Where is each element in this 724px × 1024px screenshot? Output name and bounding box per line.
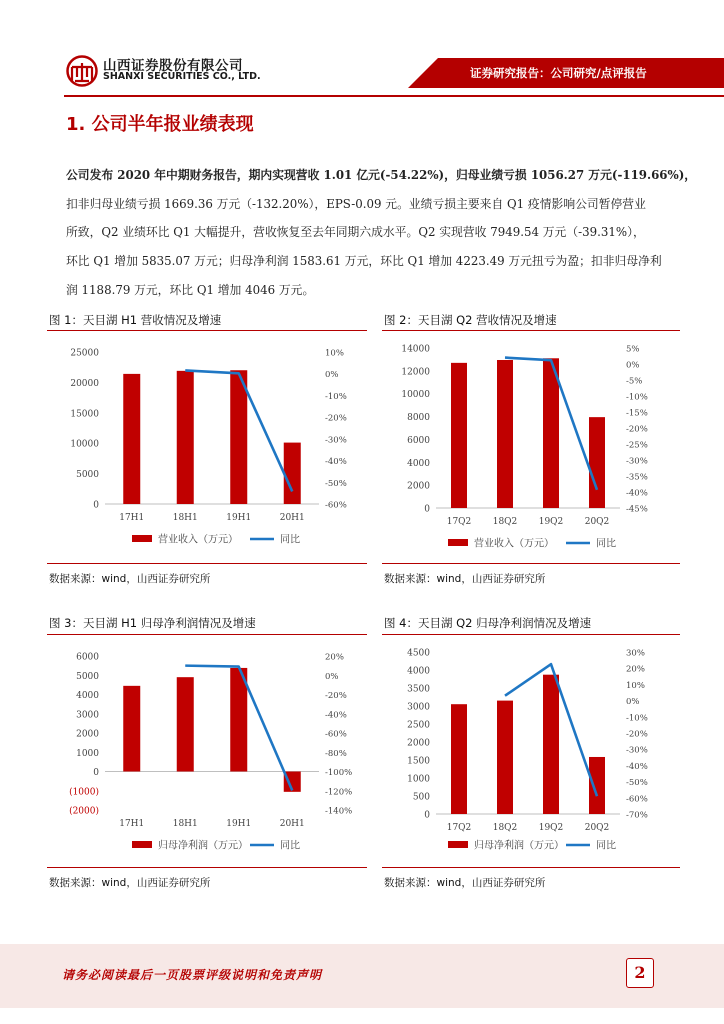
y-left-tick-label: 12000 <box>401 367 430 378</box>
y-left-tick-label: 3000 <box>76 710 99 721</box>
y-right-tick-label: 0% <box>325 671 339 682</box>
company-name-cn: 山西证券股份有限公司 <box>103 58 243 74</box>
figure-3-source: 数据来源：wind，山西证券研究所 <box>49 877 211 889</box>
figure-1-title-rule <box>47 330 367 331</box>
y-right-tick-label: -20% <box>325 413 347 424</box>
chart-h1-net-profit <box>47 640 367 862</box>
y-left-tick-label: 10000 <box>70 439 99 450</box>
y-left-tick-label: 10000 <box>401 390 430 401</box>
bar-18q2 <box>497 360 513 508</box>
x-tick-label: 20Q2 <box>584 823 610 833</box>
figure-2-source: 数据来源：wind，山西证券研究所 <box>384 573 546 585</box>
bar-17h1 <box>123 374 140 504</box>
y-right-tick-label: 30% <box>626 648 645 659</box>
bar-20h1 <box>284 443 301 504</box>
legend-bar-label: 营业收入（万元） <box>158 534 238 546</box>
x-tick-label: 20Q2 <box>584 517 610 527</box>
y-left-tick-label: 25000 <box>70 348 99 359</box>
y-left-tick-label: 2000 <box>76 729 99 740</box>
y-right-tick-label: -40% <box>626 488 648 499</box>
x-tick-label: 19Q2 <box>538 823 564 833</box>
x-tick-label: 20H1 <box>279 819 305 829</box>
x-tick-label: 20H1 <box>279 513 305 523</box>
figure-2-title-rule <box>382 330 680 331</box>
y-right-tick-label: -20% <box>626 729 648 740</box>
paragraph-line-3: 所致，Q2 业绩环比 Q1 大幅提升，营收恢复至去年同期六成水平。Q2 实现营收 7949.54 万元（-39.31%）， <box>66 225 645 239</box>
y-left-tick-label: 4000 <box>407 666 430 677</box>
y-right-tick-label: -30% <box>626 745 648 756</box>
y-right-tick-label: -120% <box>325 787 353 798</box>
legend-bar-swatch <box>448 539 468 546</box>
y-left-tick-label: 0 <box>93 500 99 511</box>
y-right-tick-label: -140% <box>325 806 353 817</box>
y-right-tick-label: -100% <box>325 768 353 778</box>
section-title: 1. 公司半年报业绩表现 <box>66 114 254 135</box>
chart-q2-net-profit <box>382 640 680 862</box>
figure-3-title: 图 3：天目湖 H1 归母净利润情况及增速 <box>49 616 256 630</box>
y-left-tick-label: (1000) <box>69 787 99 798</box>
x-tick-label: 17Q2 <box>446 823 472 833</box>
figure-2-bottom-rule <box>382 563 680 564</box>
x-tick-label: 18Q2 <box>492 517 518 527</box>
y-left-tick-label: 1000 <box>76 748 99 759</box>
y-left-tick-label: 2000 <box>407 738 430 749</box>
y-right-tick-label: -10% <box>626 713 648 724</box>
paragraph-line-2: 扣非归母业绩亏损 1669.36 万元（-132.20%），EPS-0.09 元。业绩亏损主要来自 Q1 疫情影响公司暂停营业 <box>66 197 646 211</box>
y-left-tick-label: 4000 <box>76 691 99 701</box>
legend-bar-swatch <box>132 841 152 848</box>
y-left-tick-label: 1500 <box>407 756 430 767</box>
y-left-tick-label: 4500 <box>407 648 430 659</box>
figure-1-bottom-rule <box>47 563 367 564</box>
figure-4-title-rule <box>382 634 680 635</box>
x-tick-label: 18H1 <box>172 513 198 523</box>
bar-17q2 <box>451 363 467 508</box>
y-left-tick-label: 20000 <box>70 378 99 389</box>
y-right-tick-label: 5% <box>626 344 640 355</box>
paragraph-bold-lead: 公司发布 2020 年中期财务报告，期内实现营收 1.01 亿元(-54.22%)，归母业绩亏损 1056.27 万元(-119.66%)， <box>66 168 697 182</box>
x-tick-label: 18H1 <box>172 819 198 829</box>
x-tick-label: 17H1 <box>119 819 145 829</box>
bar-17q2 <box>451 704 467 814</box>
y-left-tick-label: 0 <box>424 810 430 821</box>
y-right-tick-label: -40% <box>325 457 347 468</box>
y-right-tick-label: 10% <box>325 348 344 359</box>
page-number: 2 <box>626 958 654 988</box>
legend-line-label: 同比 <box>596 840 616 852</box>
bar-18h1 <box>177 371 194 504</box>
x-tick-label: 17H1 <box>119 513 145 523</box>
x-tick-label: 19H1 <box>226 819 252 829</box>
y-left-tick-label: 6000 <box>407 435 430 446</box>
company-logo-icon <box>66 55 98 87</box>
y-left-tick-label: 2500 <box>407 720 430 731</box>
y-right-tick-label: -80% <box>325 748 347 759</box>
legend-line-label: 同比 <box>596 538 616 550</box>
y-left-tick-label: 5000 <box>76 470 99 481</box>
y-right-tick-label: -15% <box>626 408 648 419</box>
y-left-tick-label: 15000 <box>70 409 99 420</box>
y-right-tick-label: -60% <box>325 729 347 740</box>
bar-17h1 <box>123 686 140 772</box>
figure-4-source: 数据来源：wind，山西证券研究所 <box>384 877 546 889</box>
y-right-tick-label: -50% <box>325 478 347 489</box>
figure-1-source: 数据来源：wind，山西证券研究所 <box>49 573 211 585</box>
bar-19h1 <box>230 370 247 504</box>
legend-line-label: 同比 <box>280 534 300 546</box>
paragraph-line-1 <box>66 168 697 182</box>
bar-19q2 <box>543 358 559 508</box>
y-right-tick-label: 0% <box>626 697 640 708</box>
y-left-tick-label: 0 <box>93 768 99 778</box>
header-divider <box>64 95 724 97</box>
report-type-label: 证券研究报告：公司研究/点评报告 <box>470 66 647 80</box>
bar-18q2 <box>497 701 513 814</box>
y-left-tick-label: 2000 <box>407 481 430 492</box>
y-left-tick-label: 0 <box>424 504 430 515</box>
y-right-tick-label: -60% <box>325 500 347 511</box>
y-right-tick-label: -10% <box>325 391 347 402</box>
y-left-tick-label: 4000 <box>407 458 430 469</box>
figure-4-title: 图 4：天目湖 Q2 归母净利润情况及增速 <box>384 616 592 630</box>
figure-3-bottom-rule <box>47 867 367 868</box>
y-right-tick-label: 20% <box>626 664 645 675</box>
y-right-tick-label: 0% <box>626 360 640 371</box>
x-tick-label: 17Q2 <box>446 517 472 527</box>
y-right-tick-label: -40% <box>626 761 648 772</box>
figure-3-title-rule <box>47 634 367 635</box>
legend-bar-label: 营业收入（万元） <box>474 538 554 550</box>
y-right-tick-label: 20% <box>325 652 344 663</box>
y-right-tick-label: -50% <box>626 778 648 789</box>
y-right-tick-label: -20% <box>325 691 347 701</box>
x-tick-label: 19Q2 <box>538 517 564 527</box>
legend-line-label: 同比 <box>280 840 300 852</box>
y-left-tick-label: 14000 <box>401 344 430 355</box>
legend-bar-swatch <box>448 841 468 848</box>
figure-1-title: 图 1：天目湖 H1 营收情况及增速 <box>49 313 222 327</box>
y-right-tick-label: -30% <box>325 435 347 446</box>
bar-20q2 <box>589 417 605 508</box>
bar-20q2 <box>589 757 605 814</box>
chart-h1-revenue <box>47 334 367 556</box>
y-left-tick-label: 8000 <box>407 413 430 424</box>
legend-bar-swatch <box>132 535 152 542</box>
paragraph-line-5: 润 1188.79 万元，环比 Q1 增加 4046 万元。 <box>66 283 315 297</box>
legend-bar-label: 归母净利润（万元） <box>158 840 248 852</box>
chart-q2-revenue <box>382 334 680 556</box>
paragraph-line-4: 环比 Q1 增加 5835.07 万元；归母净利润 1583.61 万元，环比 Q1 增加 4223.49 万元扭亏为盈；扣非归母净利 <box>66 254 662 268</box>
y-left-tick-label: 5000 <box>76 671 99 682</box>
y-right-tick-label: -30% <box>626 456 648 467</box>
y-right-tick-label: -5% <box>626 376 643 387</box>
y-right-tick-label: -40% <box>325 710 347 721</box>
y-right-tick-label: -45% <box>626 504 648 515</box>
y-right-tick-label: 10% <box>626 680 645 691</box>
x-tick-label: 18Q2 <box>492 823 518 833</box>
figure-4-bottom-rule <box>382 867 680 868</box>
bar-19q2 <box>543 675 559 814</box>
company-name-en: SHANXI SECURITIES CO., LTD. <box>103 71 261 82</box>
y-left-tick-label: 3500 <box>407 684 430 695</box>
y-right-tick-label: -10% <box>626 392 648 403</box>
y-left-tick-label: (2000) <box>69 806 99 817</box>
y-right-tick-label: -60% <box>626 794 648 805</box>
y-right-tick-label: -70% <box>626 810 648 821</box>
figure-2-title: 图 2：天目湖 Q2 营收情况及增速 <box>384 313 557 327</box>
bar-18h1 <box>177 677 194 771</box>
y-left-tick-label: 6000 <box>76 652 99 663</box>
footer-disclaimer: 请务必阅读最后一页股票评级说明和免责声明 <box>62 968 323 982</box>
y-right-tick-label: -20% <box>626 424 648 435</box>
y-left-tick-label: 1000 <box>407 774 430 785</box>
x-tick-label: 19H1 <box>226 513 252 523</box>
y-left-tick-label: 500 <box>412 792 430 803</box>
legend-bar-label: 归母净利润（万元） <box>474 840 564 852</box>
y-right-tick-label: -35% <box>626 472 648 483</box>
y-right-tick-label: -25% <box>626 440 648 451</box>
y-right-tick-label: 0% <box>325 370 339 381</box>
y-left-tick-label: 3000 <box>407 702 430 713</box>
